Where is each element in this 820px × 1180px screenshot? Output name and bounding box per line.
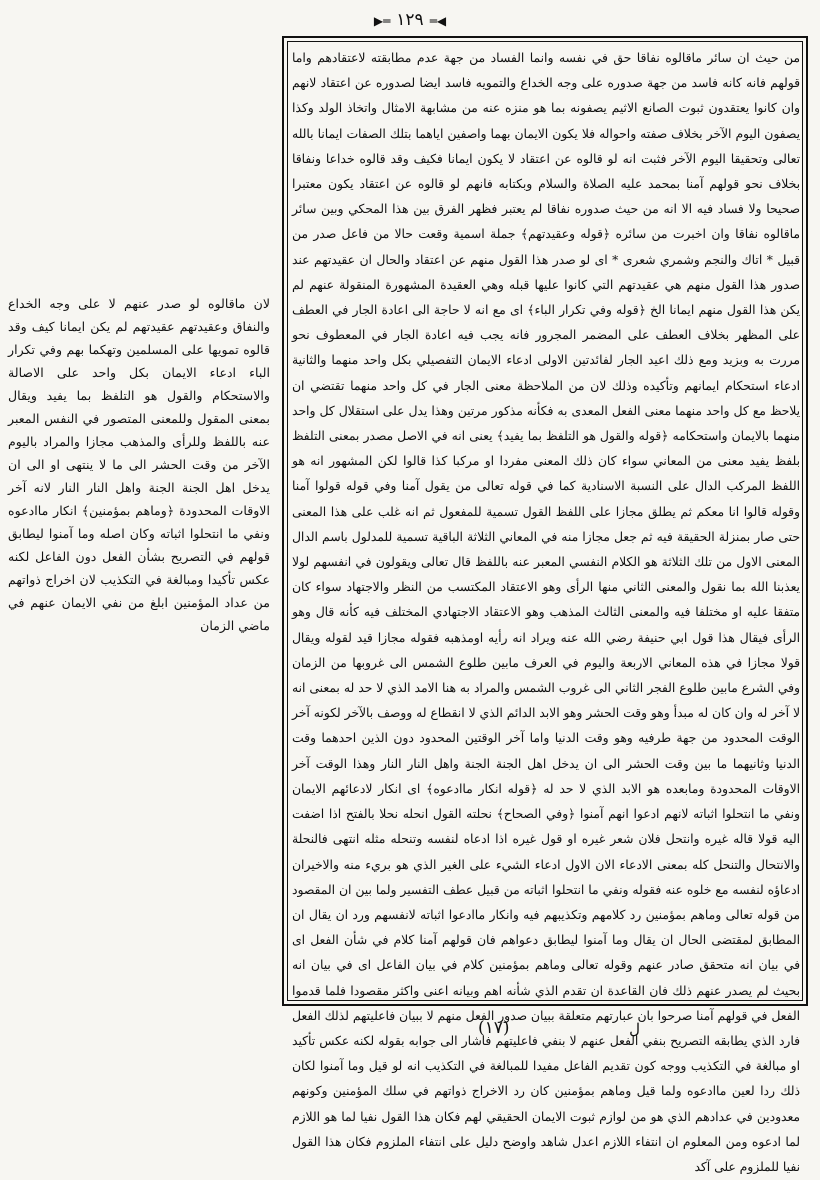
page-number: ١٢٩ [396, 10, 424, 30]
signature-mark: ل [629, 1020, 640, 1038]
left-ornament-icon: ◀═ [429, 14, 447, 28]
main-text-body: من حيث ان سائر ماقالوه نفاقا حق في نفسه وانما الفساد من جهة عدم مطابقته لاعتقادهم واما قولهم فانه كانه فاسد من جهة صدوره على وجه الخداع والتمويه فاسد ايضا لصدوره عن اعتقاد لانهم وان كانوا يعتقدون ثبوت الصانع الاثيم يصفونه بما هو منزه عنه من مشابهة الامثال واتخاذ الولد وكذا يصفون اليوم الآخر بخلاف صفته واحواله فلا يكون الايمان بهما واصفين اياهما بتلك الصفات ايمانا بالله تعالى وتحقيقا اليوم الآخر فثبت انه لو قالوه عن اعتقاد لا يكون ايمانا فكيف وقد قالوه خداعا ونفاقا بخلاف نحو قولهم آمنا بمحمد عليه الصلاة والسلام وبكتابه فانهم لو قالوه عن اعتقاد يكون معتبرا صحيحا ولا فساد فيه الا انه من حيث صدوره نفاقا لم يعتبر فظهر الفرق بين هذا المحكي وبين سائر ماقالوه نفاقا وان اخبرت من سائره ﴿قوله وعقيدتهم﴾ جملة اسمية وقعت حالا من فاعل صدر من قبيل * اتاك والنجم وشمري شعرى * اى لو صدر هذا القول منهم عن اعتقاد والحال ان عقيدتهم عند صدور هذا القول منهم هي عقيدتهم التي كانوا عليها قبله وهي العقيدة المشهورة المنقولة عنهم لم يكن هذا القول منهم ايمانا الخ ﴿قوله وفي تكرار الباء﴾ اى مع انه لا حاجة الى اعادة الجار في العطف على المظهر بخلاف العطف على المضمر المجرور فانه يجب فيه اعادة الجار في المعطوف نحو مررت به وبزيد ومع ذلك اعيد الجار لفائدتين الاولى ادعاء الايمان التفصيلي بكل واحد منهما والثانية ادعاء استحكام ايمانهم وتأكيده وذلك لان من الملاحظة معنى الجار في كل واحد منهما تقتضي ان يلاحظ مع كل واحد منهما معنى الفعل المعدى به فكأنه مذكور مرتين وهذا يدل على استقلال كل واحد منهما بالايمان واستحكامه ﴿قوله والقول هو التلفظ بما يفيد﴾ يعنى انه في الاصل مصدر بمعنى التلفظ بلفظ يفيد معنى من المعاني سواء كان ذلك المعنى مفردا او مركبا كذا قالوا لكن المشهور انه هو اللفظ المركب الدال على النسبة الاسنادية كما في قوله تعالى من يقول آمنا وفي قوله قولوا آمنا وقوله قالوا انا معكم ثم يطلق مجازا على اللفظ القول تسمية للمفعول ثم انه غلب على هذا المعنى حتى صار بمنزلة الحقيقة فيه ثم جعل مجازا منه في المعاني الثلاثة الباقية تسمية للمدلول باسم الدال المعنى الاول من تلك الثلاثة هو الكلام النفسي المعبر عنه باللفظ قال تعالى ويقولون في انفسهم لولا يعذبنا الله بما نقول والمعنى الثاني منها الرأى وهو الاعتقاد المكتسب من النظر والاجتهاد سواء كان متفقا عليه او مختلفا فيه والمعنى الثالث المذهب وهو الاعتقاد الاجتهادي المختلف فيه كأنه قال وهو الرأى فيقال هذا قول ابي حنيفة رضي الله عنه ويراد انه رأيه اومذهبه فقوله مجازا قيد لقوله ويقال قولا مجازا في هذه المعاني الاربعة واليوم في العرف مابين طلوع الشمس الى غروبها من الزمان وفي الشرع مابين طلوع الفجر الثاني الى غروب الشمس والمراد به هنا الامد الذي لا حد له بمعنى انه لا آخر له وان كان له مبدأ وهو وقت الحشر وهو الابد الدائم الذي لا انقطاع له ووصف بالآخر لكونه آخر الوقت المحدود من جهة طرفيه وهو وقت الدنيا واما آخر الوقتين المحدود دون الذين احدهما وقت الدنيا وثانيهما ما بين وقت الحشر الى ان يدخل اهل الجنة الجنة واهل النار النار وهذا الوقت آخر الاوقات المحدودة ومابعده هو الابد الذي لا حد له ﴿قوله انكار ماادعوه﴾ اى انكار لادعائهم الايمان ونفي ما انتحلوا اثباته لانهم ادعوا انهم آمنوا ﴿وفي الصحاح﴾ نحلته القول انحله نحلا بالفتح اذا اضفت اليه قولا قاله غيره وانتحل فلان شعر غيره او قول غيره اذا ادعاه لنفسه وتنحله مثله انتهى فالنحلة والانتحال والتنحل كله بمعنى الادعاء الان الاول ادعاء الشيء على الغير الذي هو بريء منه والاخيران ادعاؤه لنفسه مع خلوه عنه فقوله ونفي ما انتحلوا اثباته من قبيل عطف التفسير ولما بين ان المقصود من قوله تعالى وماهم بمؤمنين رد كلامهم وتكذيبهم فيه وانكار ماادعوا اثباته لانفسهم ورد ان يقال ان المطابق لمقتضى الحال ان يقال وما آمنوا ليطابق دعواهم فان قولهم آمنا كلام في شأن الفعل اى في بيان انه متحقق صادر عنهم وقوله تعالى وماهم بمؤمنين كلام في بيان الفاعل اى في بيان انه بحيث لم يصدر عنهم ذلك فان القاعدة ان تقدم الذي شأنه اهم وبيانه اعنى واكثر مقصودا فلما قدموا الفعل في قولهم آمنا صرحوا بان عبارتهم متعلقة ببيان صدور الفعل منهم لا ببيان فاعليتهم لذلك الفعل فارد الذي يطابقه التصريح بنفي الفعل عنهم لا بنفي فاعليتهم فاشار الى جوابه بقوله لكنه عكس تأكيد او مبالغة في التكذيب ووجه كون تقديم الفاعل مفيدا للمبالغة في التكذيب انه لو قيل وما آمنوا لكان ذلك ردا لعين ماادعوه ولما قيل وماهم بمؤمنين كان رد الاخراج ذواتهم في سلك المؤمنين وكونهم معدودين في عدادهم الذي هو من لوازم ثبوت الايمان الحقيقي لهم فكان هذا القول نفيا لما هو اللازم لما ادعوه ومن المعلوم ان انتفاء اللازم اعدل شاهد واوضح دليل على انتفاء الملزوم فكان هذا القول نفيا للملزوم على آكد [292, 51, 800, 1174]
folio-number: (١٧) [478, 1018, 510, 1038]
page-number-header [0, 10, 820, 30]
page-footer [470, 1018, 640, 1044]
right-ornament-icon: ═▶ [373, 14, 391, 28]
margin-commentary: لان ماقالوه لو صدر عنهم لا على وجه الخداع والنفاق وعقيدتهم عقيدتهم لم يكن ايمانا كيف وقد قالوه تمويها على المسلمين وتهكما بهم وفي تكرار الباء ادعاء الايمان بكل واحد على الاصالة والاستحكام والقول هو التلفظ بما يفيد ويقال بمعنى المقول وللمعنى المتصور في النفس المعبر عنه باللفظ وللرأى والمذهب مجازا والمراد باليوم الآخر من وقت الحشر الى ما لا ينتهى او الى ان يدخل اهل الجنة الجنة واهل النار النار لانه آخر الاوقات المحدودة ﴿وماهم بمؤمنين﴾ انكار ماادعوه ونفي ما انتحلوا اثباته وكان اصله وما آمنوا ليطابق قولهم في التصريح بشأن الفعل دون الفاعل لكنه عكس تأكيدا ومبالغة في التكذيب لان اخراج ذواتهم من عداد المؤمنين ابلغ من نفي الايمان عنهم في ماضي الزمان [8, 296, 270, 633]
